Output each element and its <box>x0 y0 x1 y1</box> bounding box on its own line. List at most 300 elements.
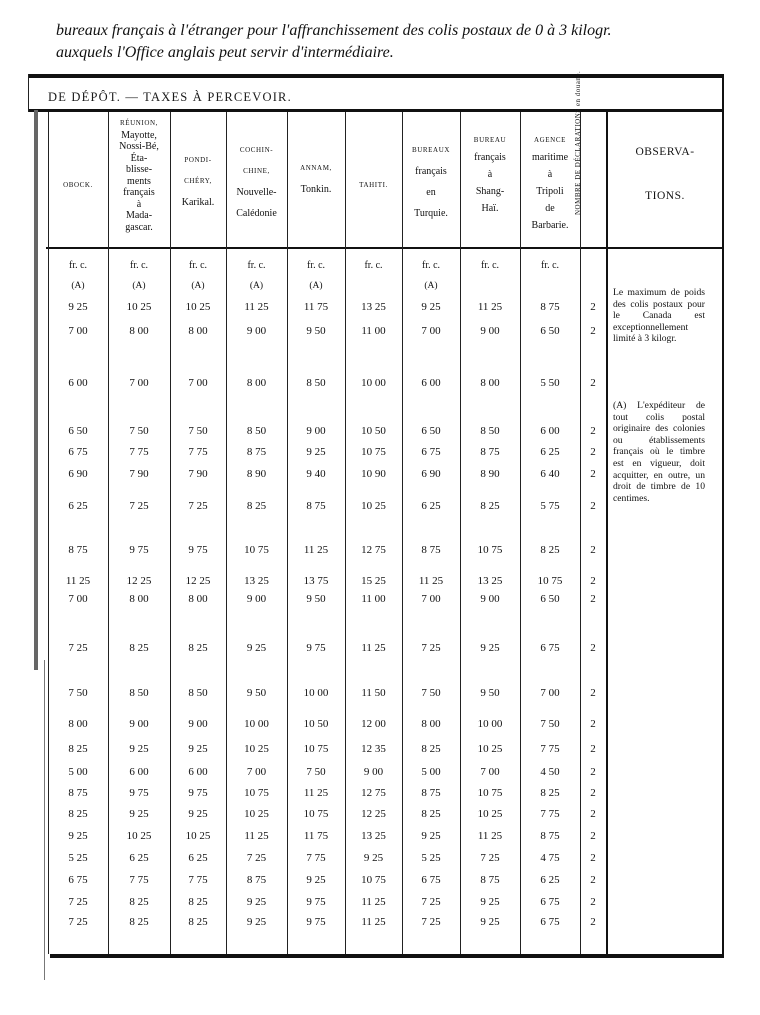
note-mark: (A) <box>191 281 205 291</box>
tariff-cell: 7 00 <box>68 325 88 337</box>
observations-header-line-1: OBSERVA- <box>635 146 695 158</box>
column-header <box>48 180 108 192</box>
tariff-cell: 9 25 <box>188 743 208 755</box>
tariff-cell: 7 00 <box>188 377 208 389</box>
column-rule <box>345 112 346 954</box>
tariff-cell: 11 25 <box>418 575 444 587</box>
tariff-cell: 11 00 <box>361 325 386 337</box>
tariff-cell: 10 25 <box>185 301 211 313</box>
tariff-cell: 8 00 <box>480 377 500 389</box>
column-header-line: de <box>545 203 555 214</box>
column-header-line: en <box>426 187 436 198</box>
tariff-cell: 8 25 <box>129 642 149 654</box>
tariff-cell: 9 00 <box>246 593 267 605</box>
tariff-cell: 8 25 <box>188 916 208 928</box>
tariff-cell: 6 25 <box>421 500 441 512</box>
tariff-cell: 9 25 <box>188 808 208 820</box>
column-header-line: BUREAUX <box>411 146 451 154</box>
column-header-line: Tonkin. <box>300 184 332 195</box>
tariff-cell: 7 50 <box>421 687 441 699</box>
declarations-cell: 2 <box>590 575 596 587</box>
column-header <box>170 150 226 213</box>
declarations-cell: 2 <box>590 896 596 908</box>
tariff-cell: 9 00 <box>480 325 500 337</box>
tariff-cell: 9 25 <box>306 446 326 458</box>
note-mark: (A) <box>309 281 323 291</box>
note-mark: (A) <box>249 281 264 291</box>
tariff-cell: 7 75 <box>129 874 149 886</box>
tariff-cell: 8 25 <box>188 642 208 654</box>
declarations-cell: 2 <box>590 642 596 654</box>
tariff-cell: 9 25 <box>480 896 500 908</box>
tariff-cell: 10 75 <box>477 787 503 799</box>
tariff-cell: 9 00 <box>480 593 500 605</box>
tariff-cell: 7 25 <box>129 500 149 512</box>
column-header-line: Mada- <box>125 210 153 221</box>
tariff-cell: 8 75 <box>306 500 326 512</box>
tariff-cell: 11 25 <box>361 642 386 654</box>
tariff-cell: 10 50 <box>303 718 329 730</box>
column-header-line: Calédonie <box>236 208 277 219</box>
tariff-cell: 10 25 <box>477 743 503 755</box>
tariff-cell: 7 50 <box>68 687 88 699</box>
tariff-cell: 8 25 <box>68 743 88 755</box>
tariff-cell: 9 75 <box>306 642 326 654</box>
tariff-cell: 6 50 <box>540 325 560 337</box>
tariff-cell: 9 50 <box>306 325 326 337</box>
tariff-cell: 8 75 <box>246 446 267 458</box>
tariff-cell: 10 25 <box>477 808 503 820</box>
tariff-cell: 8 50 <box>480 425 500 437</box>
tariff-cell: 8 00 <box>421 718 441 730</box>
tariff-cell: 7 25 <box>480 852 500 864</box>
column-header <box>108 118 170 233</box>
column-header <box>287 158 345 200</box>
tariff-cell: 5 00 <box>421 766 441 778</box>
column-header-line: CHÉRY, <box>184 177 212 185</box>
tariff-cell: 8 25 <box>129 916 149 928</box>
tariff-cell: 6 25 <box>540 446 560 458</box>
tariff-cell: 11 25 <box>303 787 329 799</box>
tariff-cell: 9 25 <box>480 642 500 654</box>
tariff-cell: 9 00 <box>129 718 149 730</box>
tariff-cell: 11 25 <box>477 830 503 842</box>
declarations-cell: 2 <box>590 808 596 820</box>
tariff-cell: 9 75 <box>129 544 149 556</box>
column-header-line: blisse- <box>125 164 153 175</box>
declarations-cell: 2 <box>590 593 596 605</box>
column-rule <box>460 112 461 954</box>
declarations-cell: 2 <box>590 743 596 755</box>
tariff-cell: 7 75 <box>540 743 560 755</box>
tariff-cell: 12 75 <box>361 787 386 799</box>
tariff-cell: 11 25 <box>244 830 269 842</box>
tariff-cell: 4 75 <box>540 852 560 864</box>
column-header-line: RÉUNION, <box>119 119 159 127</box>
tariff-cell: 7 25 <box>68 916 88 928</box>
tariff-cell: 4 50 <box>540 766 560 778</box>
tariff-cell: 8 25 <box>246 500 267 512</box>
declarations-cell: 2 <box>590 446 596 458</box>
tariff-cell: 5 25 <box>421 852 441 864</box>
column-header-line: ANNAM, <box>300 164 332 172</box>
tariff-cell: 11 75 <box>303 830 329 842</box>
tariff-cell: 9 25 <box>306 874 326 886</box>
tariff-cell: 7 25 <box>421 916 441 928</box>
tariff-cell: 7 75 <box>188 446 208 458</box>
unit-label: fr. c. <box>364 260 383 271</box>
tariff-cell: 8 00 <box>246 377 267 389</box>
tariff-cell: 6 25 <box>540 874 560 886</box>
tariff-cell: 6 25 <box>68 500 88 512</box>
tariff-cell: 11 25 <box>477 301 503 313</box>
table-banner: DE DÉPÔT. — TAXES À PERCEVOIR. <box>48 90 292 104</box>
declarations-cell: 2 <box>590 830 596 842</box>
note-mark: (A) <box>424 281 438 291</box>
tariff-cell: 13 25 <box>361 830 386 842</box>
tariff-cell: 10 75 <box>477 544 503 556</box>
column-header-line: Mayotte, <box>121 129 157 141</box>
column-header-line: CHINE, <box>243 167 270 175</box>
tariff-cell: 8 50 <box>188 687 208 699</box>
declarations-cell: 2 <box>590 874 596 886</box>
tariff-cell: 8 25 <box>421 743 441 755</box>
tariff-cell: 6 75 <box>68 446 88 458</box>
column-header-line: Éta- <box>130 152 148 164</box>
column-header-line: à <box>136 198 142 210</box>
column-rule <box>580 112 581 954</box>
unit-label: fr. c. <box>540 260 560 271</box>
tariff-cell: 10 00 <box>361 377 386 389</box>
tariff-cell: 7 25 <box>421 642 441 654</box>
tariff-cell: 7 75 <box>306 852 326 864</box>
tariff-cell: 8 25 <box>68 808 88 820</box>
tariff-cell: 6 75 <box>421 446 441 458</box>
tariff-cell: 12 25 <box>126 575 152 587</box>
tariff-cell: 7 75 <box>188 874 208 886</box>
column-header-line: maritime <box>531 152 569 163</box>
column-header-line: Barbarie. <box>531 220 569 231</box>
column-header-line: à <box>487 169 493 180</box>
note-mark: (A) <box>132 281 146 291</box>
tariff-cell: 7 90 <box>188 468 208 480</box>
banner-rule <box>28 109 724 112</box>
column-rule <box>48 112 49 954</box>
tariff-cell: 9 25 <box>480 916 500 928</box>
tariff-cell: 12 25 <box>361 808 386 820</box>
tariff-cell: 13 25 <box>361 301 386 313</box>
column-header-line: TAHITI. <box>359 181 388 189</box>
tariff-cell: 12 75 <box>361 544 386 556</box>
tariff-cell: 6 40 <box>540 468 560 480</box>
tariff-cell: 8 75 <box>421 787 441 799</box>
tariff-cell: 8 25 <box>129 896 149 908</box>
tariff-cell: 10 75 <box>361 874 386 886</box>
observation-note-canada: Le maximum de poids des colis postaux pour le Canada est exceptionnellement limité à 3 kilogr. <box>613 287 705 345</box>
unit-label: fr. c. <box>480 260 500 271</box>
tariff-cell: 10 75 <box>244 544 269 556</box>
tariff-cell: 9 25 <box>129 808 149 820</box>
tariff-cell: 9 50 <box>306 593 326 605</box>
table-right-edge <box>722 74 724 958</box>
declarations-header-text: NOMBRE DE DÉCLARATIONS en douane. <box>574 70 582 215</box>
tariff-cell: 7 50 <box>129 425 149 437</box>
tariff-cell: 6 75 <box>68 874 88 886</box>
declarations-cell: 2 <box>590 377 596 389</box>
tariff-cell: 10 75 <box>537 575 563 587</box>
tariff-cell: 6 50 <box>68 425 88 437</box>
unit-label: fr. c. <box>129 260 149 271</box>
declarations-cell: 2 <box>590 687 596 699</box>
tariff-cell: 8 50 <box>246 425 267 437</box>
tariff-cell: 6 00 <box>421 377 441 389</box>
tariff-cell: 6 00 <box>129 766 149 778</box>
tariff-cell: 7 00 <box>480 766 500 778</box>
tariff-cell: 9 75 <box>306 916 326 928</box>
tariff-cell: 8 75 <box>246 874 267 886</box>
tariff-cell: 7 25 <box>68 896 88 908</box>
column-header-line: BUREAU <box>473 136 507 144</box>
unit-label: fr. c. <box>306 260 326 271</box>
tariff-cell: 7 00 <box>129 377 149 389</box>
tariff-cell: 9 00 <box>188 718 208 730</box>
tariff-cell: 8 75 <box>540 830 560 842</box>
column-header-line: français <box>123 187 155 198</box>
scan-shadow-edge <box>34 110 38 670</box>
observations-header-line-2: TIONS. <box>645 190 685 202</box>
tariff-cell: 8 25 <box>188 896 208 908</box>
tariff-cell: 7 00 <box>540 687 560 699</box>
tariff-cell: 8 00 <box>68 718 88 730</box>
observations-header <box>608 130 722 218</box>
tariff-cell: 10 75 <box>303 743 329 755</box>
tariff-cell: 8 25 <box>540 787 560 799</box>
column-header <box>460 132 520 217</box>
intro-line-2: auxquels l'Office anglais peut servir d'intermédiaire. <box>56 44 394 61</box>
tariff-cell: 6 50 <box>540 593 560 605</box>
column-header-line: Nouvelle- <box>236 187 277 198</box>
tariff-cell: 9 00 <box>363 766 384 778</box>
tariff-cell: 11 00 <box>361 593 386 605</box>
header-bottom-rule <box>46 247 722 249</box>
tariff-cell: 9 25 <box>129 743 149 755</box>
tariff-cell: 6 75 <box>540 642 560 654</box>
tariff-cell: 11 25 <box>361 916 386 928</box>
tariff-cell: 11 25 <box>65 575 91 587</box>
tariff-cell: 8 25 <box>540 544 560 556</box>
tariff-cell: 9 40 <box>306 468 326 480</box>
declarations-cell: 2 <box>590 301 596 313</box>
unit-label: fr. c. <box>188 260 208 271</box>
tariff-cell: 8 75 <box>540 301 560 313</box>
tariff-cell: 13 25 <box>477 575 503 587</box>
tariff-cell: 13 25 <box>244 575 269 587</box>
column-header-line: Tripoli <box>536 186 564 197</box>
tariff-cell: 7 25 <box>188 500 208 512</box>
note-mark: (A) <box>71 281 85 291</box>
tariff-cell: 12 25 <box>185 575 211 587</box>
unit-label: fr. c. <box>421 260 441 271</box>
tariff-cell: 9 25 <box>246 896 267 908</box>
tariff-cell: 9 25 <box>421 830 441 842</box>
tariff-cell: 10 90 <box>361 468 386 480</box>
tariff-cell: 15 25 <box>361 575 386 587</box>
column-header-line: français <box>415 166 447 177</box>
tariff-cell: 12 35 <box>361 743 386 755</box>
tariff-cell: 8 00 <box>188 325 208 337</box>
column-rule <box>108 112 109 954</box>
tariff-cell: 9 25 <box>68 830 88 842</box>
tariff-cell: 9 00 <box>306 425 326 437</box>
scan-left-line <box>44 660 45 980</box>
tariff-cell: 8 50 <box>306 377 326 389</box>
tariff-cell: 7 00 <box>421 593 441 605</box>
declarations-cell: 2 <box>590 468 596 480</box>
tariff-cell: 9 75 <box>306 896 326 908</box>
tariff-cell: 8 25 <box>480 500 500 512</box>
column-header-line: à <box>547 169 553 180</box>
declarations-cell: 2 <box>590 500 596 512</box>
tariff-cell: 11 75 <box>303 301 329 313</box>
column-header-line: gascar. <box>125 221 153 233</box>
tariff-cell: 7 00 <box>246 766 267 778</box>
declarations-cell: 2 <box>590 787 596 799</box>
tariff-cell: 8 00 <box>188 593 208 605</box>
tariff-cell: 7 90 <box>129 468 149 480</box>
tariff-cell: 11 50 <box>361 687 386 699</box>
tariff-cell: 10 25 <box>244 743 269 755</box>
declarations-cell: 2 <box>590 766 596 778</box>
tariff-cell: 9 25 <box>68 301 88 313</box>
tariff-cell: 6 00 <box>188 766 208 778</box>
tariff-cell: 9 00 <box>246 325 267 337</box>
column-header-line: OBOCK. <box>63 181 93 189</box>
column-header-line: Nossi-Bé, <box>119 141 159 152</box>
column-header <box>226 140 287 224</box>
table-bottom-rule <box>50 954 722 958</box>
tariff-cell: 9 25 <box>421 301 441 313</box>
column-header <box>402 140 460 224</box>
tariff-cell: 6 75 <box>540 916 560 928</box>
tariff-cell: 6 75 <box>540 896 560 908</box>
tariff-cell: 6 25 <box>188 852 208 864</box>
tariff-cell: 5 50 <box>540 377 560 389</box>
tariff-cell: 10 00 <box>303 687 329 699</box>
tariff-cell: 9 50 <box>246 687 267 699</box>
tariff-cell: 10 75 <box>244 787 269 799</box>
column-header-line: ments <box>127 175 151 187</box>
tariff-cell: 5 00 <box>68 766 88 778</box>
tariff-cell: 6 25 <box>129 852 149 864</box>
tariff-cell: 7 00 <box>68 593 88 605</box>
tariff-cell: 6 75 <box>421 874 441 886</box>
column-header-line: COCHIN- <box>239 146 274 154</box>
tariff-cell: 5 25 <box>68 852 88 864</box>
tariff-cell: 7 25 <box>421 896 441 908</box>
tariff-cell: 8 90 <box>246 468 267 480</box>
tariff-cell: 8 00 <box>129 593 149 605</box>
tariff-cell: 9 50 <box>480 687 500 699</box>
tariff-cell: 10 00 <box>477 718 503 730</box>
tariff-cell: 10 25 <box>126 301 152 313</box>
tariff-cell: 7 25 <box>68 642 88 654</box>
tariff-cell: 10 25 <box>185 830 211 842</box>
column-header-line: français <box>474 152 506 163</box>
tariff-cell: 8 75 <box>421 544 441 556</box>
tariff-cell: 8 75 <box>68 787 88 799</box>
tariff-cell: 10 25 <box>244 808 269 820</box>
column-rule <box>606 112 608 954</box>
unit-label: fr. c. <box>68 260 88 271</box>
observation-note-stamp-duty: (A) L'expéditeur de tout colis postal originaire des colonies ou établissements français où le timbre est en vigueur, doit acquitter, en outre, un droit de timbre de 10 centimes. <box>613 400 705 504</box>
tariff-cell: 10 75 <box>303 808 329 820</box>
column-rule <box>520 112 521 954</box>
tariff-cell: 10 25 <box>361 500 386 512</box>
tariff-cell: 9 75 <box>129 787 149 799</box>
tariff-cell: 9 75 <box>188 787 208 799</box>
tariff-cell: 6 90 <box>421 468 441 480</box>
tariff-cell: 9 25 <box>246 916 267 928</box>
tariff-cell: 8 00 <box>129 325 149 337</box>
tariff-cell: 12 00 <box>361 718 386 730</box>
tariff-cell: 11 25 <box>244 301 269 313</box>
column-header <box>520 132 580 234</box>
tariff-cell: 8 90 <box>480 468 500 480</box>
tariff-cell: 7 75 <box>129 446 149 458</box>
tariff-cell: 8 25 <box>421 808 441 820</box>
tariff-cell: 6 00 <box>68 377 88 389</box>
tariff-cell: 11 25 <box>361 896 386 908</box>
unit-label: fr. c. <box>247 260 266 271</box>
declarations-header <box>574 70 592 215</box>
tariff-cell: 8 75 <box>480 446 500 458</box>
tariff-cell: 6 00 <box>540 425 560 437</box>
tariff-cell: 9 25 <box>363 852 384 864</box>
table-left-edge-top <box>28 74 29 112</box>
intro-line-1: bureaux français à l'étranger pour l'affranchissement des colis postaux de 0 à 3 kilogr. <box>56 22 612 39</box>
declarations-cell: 2 <box>590 718 596 730</box>
column-rule <box>170 112 171 954</box>
declarations-cell: 2 <box>590 425 596 437</box>
column-rule <box>402 112 403 954</box>
tariff-cell: 5 75 <box>540 500 560 512</box>
column-rule <box>226 112 227 954</box>
tariff-cell: 10 75 <box>361 446 386 458</box>
declarations-cell: 2 <box>590 852 596 864</box>
tariff-cell: 7 50 <box>306 766 326 778</box>
tariff-cell: 7 50 <box>540 718 560 730</box>
tariff-cell: 7 50 <box>188 425 208 437</box>
column-header-line: Karikal. <box>181 197 215 208</box>
tariff-cell: 9 75 <box>188 544 208 556</box>
tariff-cell: 6 50 <box>421 425 441 437</box>
tariff-cell: 7 75 <box>540 808 560 820</box>
tariff-cell: 11 25 <box>303 544 329 556</box>
table-top-rule <box>28 74 724 78</box>
column-header-line: PONDI- <box>184 156 212 164</box>
tariff-cell: 13 75 <box>303 575 329 587</box>
column-header-line: Shang- <box>475 186 505 197</box>
declarations-cell: 2 <box>590 544 596 556</box>
tariff-cell: 7 00 <box>421 325 441 337</box>
tariff-cell: 10 00 <box>244 718 269 730</box>
column-rule <box>287 112 288 954</box>
declarations-cell: 2 <box>590 325 596 337</box>
column-header <box>345 180 402 192</box>
declarations-cell: 2 <box>590 916 596 928</box>
tariff-cell: 8 50 <box>129 687 149 699</box>
tariff-cell: 6 90 <box>68 468 88 480</box>
